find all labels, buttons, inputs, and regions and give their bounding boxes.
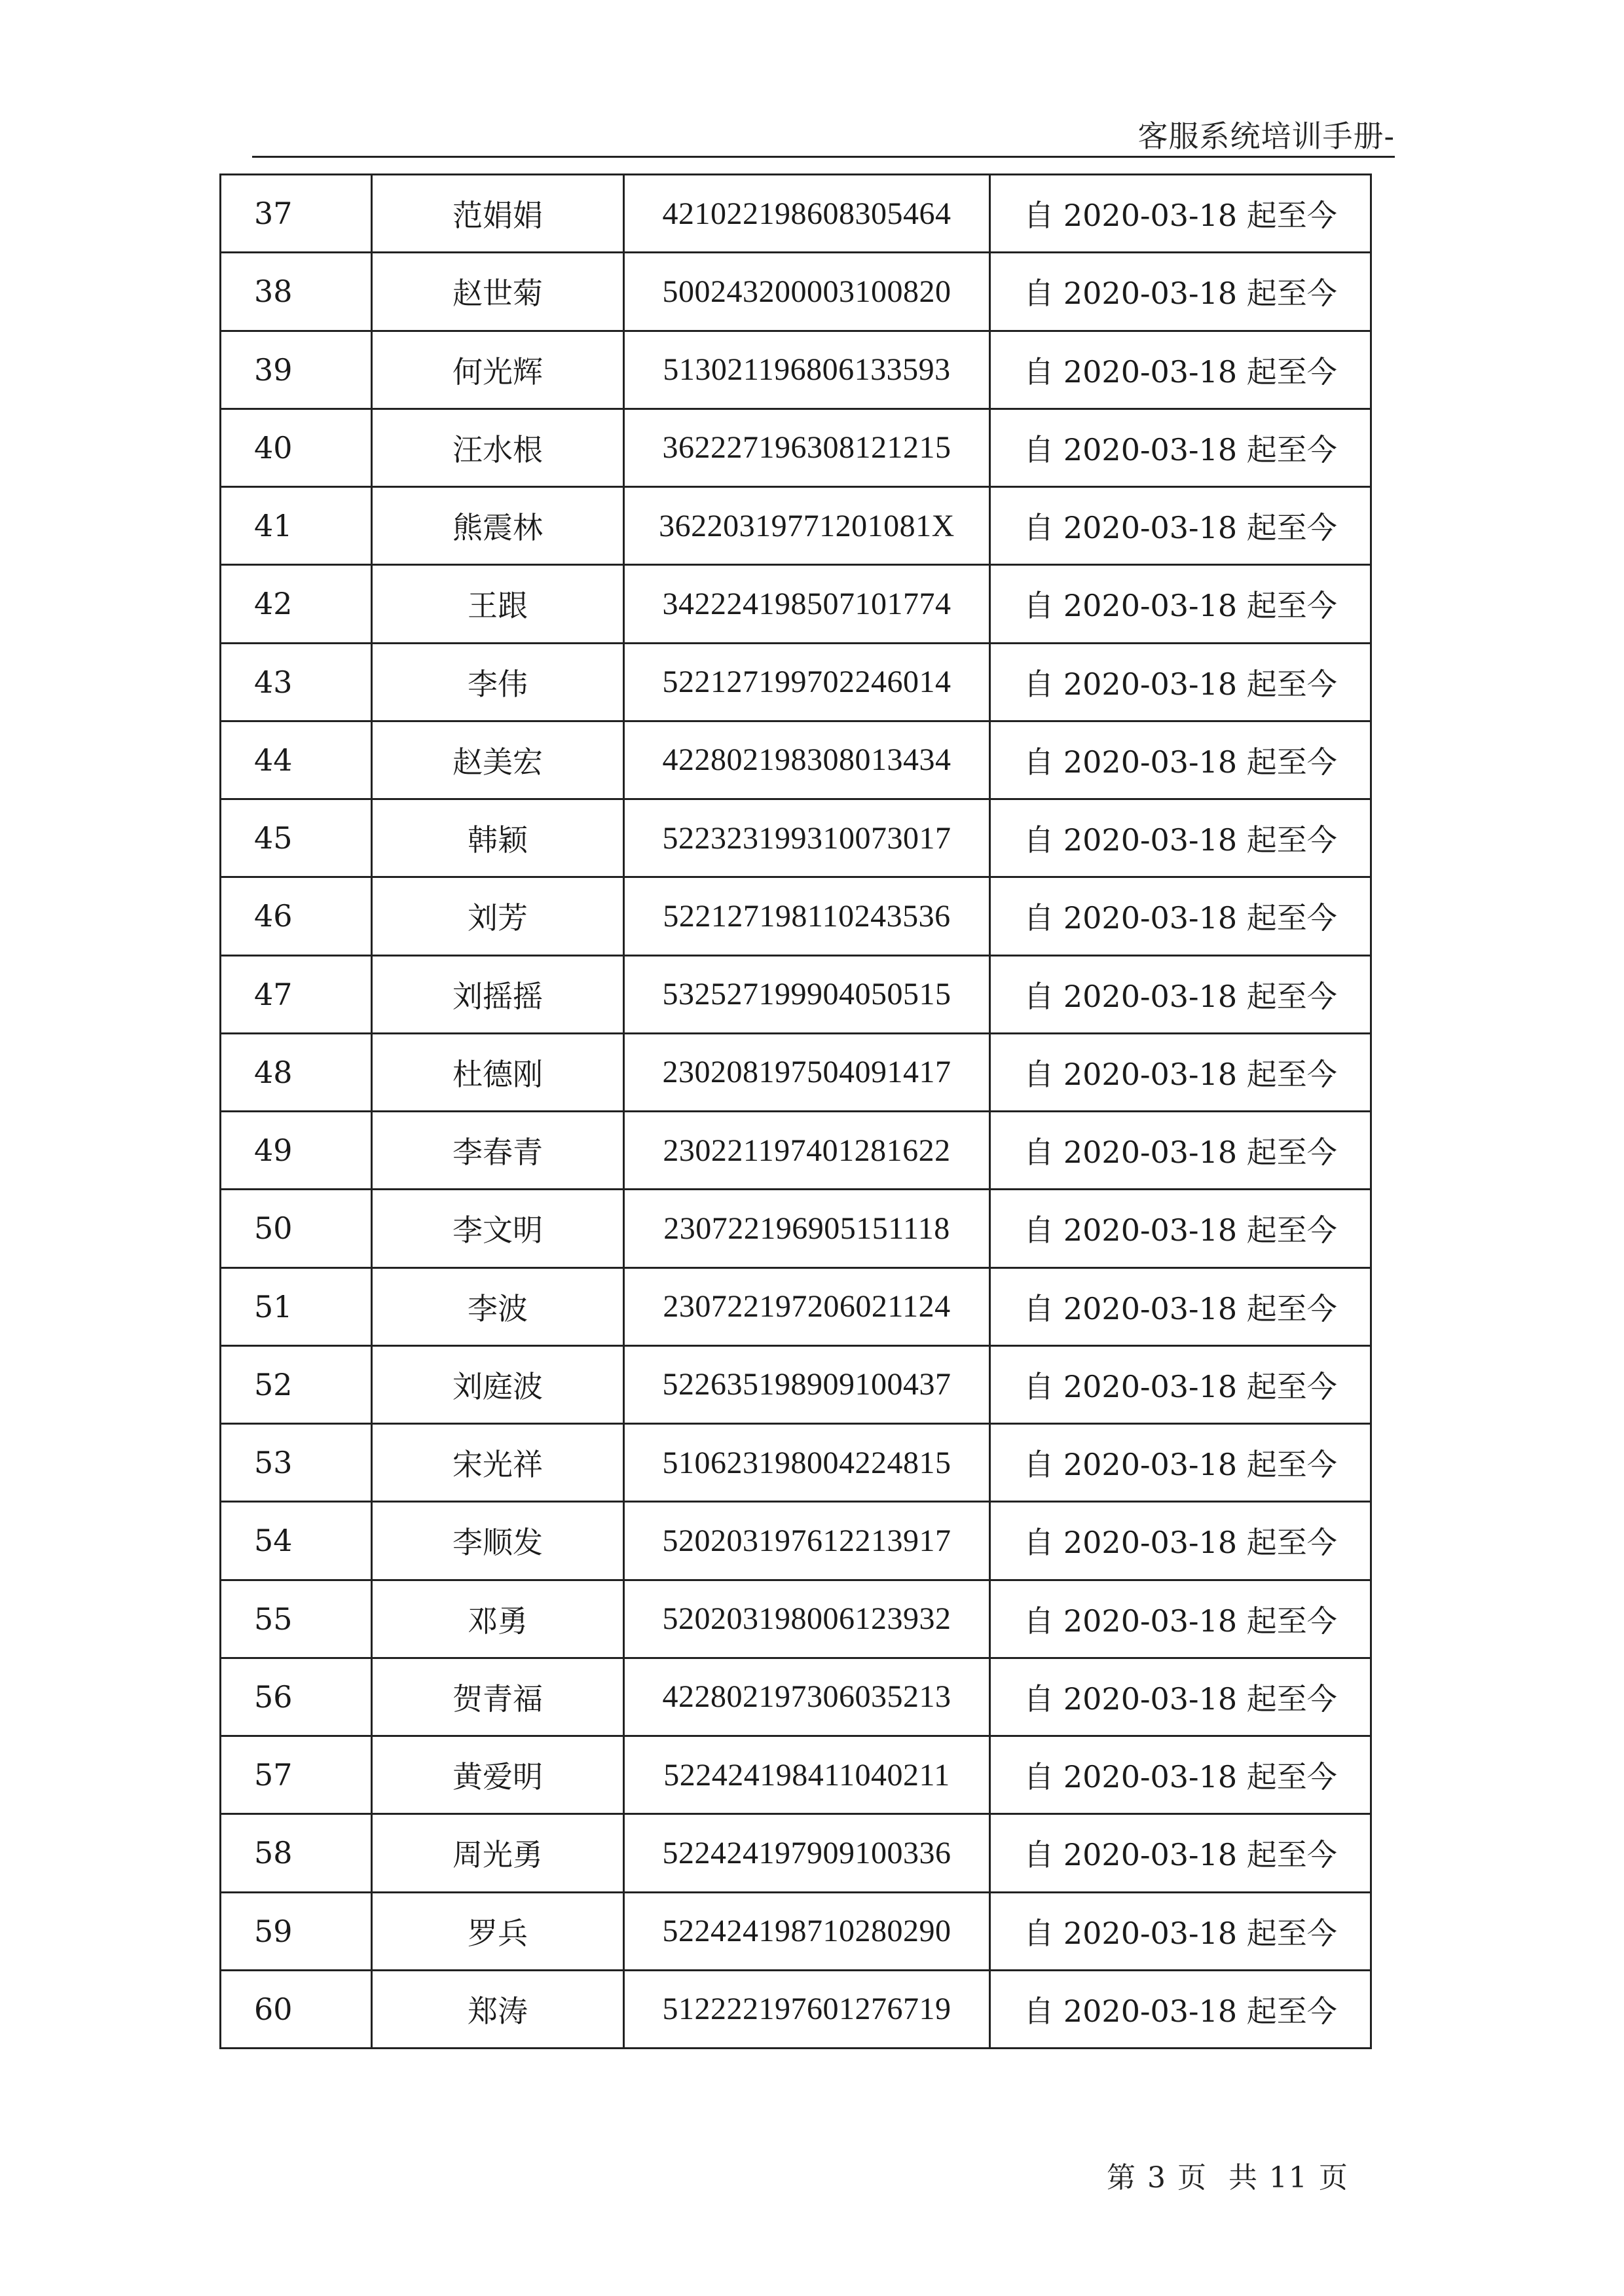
person-name-cell: 李伟 [372, 643, 624, 721]
row-index-cell: 50 [221, 1190, 372, 1267]
row-index-cell: 40 [221, 409, 372, 486]
table-row [221, 1345, 1371, 1423]
person-name-cell: 杜德刚 [372, 1033, 624, 1111]
table-row [221, 1814, 1371, 1892]
employment-period-cell: 自 2020-03-18 起至今 [990, 1580, 1371, 1658]
table-row [221, 409, 1371, 486]
row-index-cell: 37 [221, 175, 372, 253]
employment-period-cell: 自 2020-03-18 起至今 [990, 331, 1371, 409]
row-index-cell: 51 [221, 1267, 372, 1345]
document-header-title: 客服系统培训手册- [1137, 118, 1395, 154]
table-row [221, 175, 1371, 253]
id-number-cell: 532527199904050515 [624, 955, 990, 1033]
employment-period-cell: 自 2020-03-18 起至今 [990, 877, 1371, 955]
table-row [221, 721, 1371, 799]
row-index-cell: 59 [221, 1892, 372, 1970]
id-number-cell: 522635198909100437 [624, 1345, 990, 1423]
id-number-cell: 422802197306035213 [624, 1658, 990, 1736]
table-row [221, 955, 1371, 1033]
table-row [221, 1658, 1371, 1736]
row-index-cell: 39 [221, 331, 372, 409]
employment-period-cell: 自 2020-03-18 起至今 [990, 409, 1371, 486]
person-name-cell: 李顺发 [372, 1502, 624, 1580]
id-number-cell: 512222197601276719 [624, 1970, 990, 2048]
employment-period-cell: 自 2020-03-18 起至今 [990, 487, 1371, 565]
row-index-cell: 55 [221, 1580, 372, 1658]
person-name-cell: 李春青 [372, 1112, 624, 1190]
id-number-cell: 510623198004224815 [624, 1424, 990, 1502]
row-index-cell: 44 [221, 721, 372, 799]
person-name-cell: 范娟娟 [372, 175, 624, 253]
employment-period-cell: 自 2020-03-18 起至今 [990, 175, 1371, 253]
id-number-cell: 421022198608305464 [624, 175, 990, 253]
table-row [221, 643, 1371, 721]
id-number-cell: 230722197206021124 [624, 1267, 990, 1345]
employment-period-cell: 自 2020-03-18 起至今 [990, 1424, 1371, 1502]
row-index-cell: 42 [221, 565, 372, 643]
table-row [221, 1112, 1371, 1190]
table-row [221, 1736, 1371, 1814]
id-number-cell: 230221197401281622 [624, 1112, 990, 1190]
employment-period-cell: 自 2020-03-18 起至今 [990, 1267, 1371, 1345]
personnel-table-container [219, 173, 1372, 2049]
employment-period-cell: 自 2020-03-18 起至今 [990, 955, 1371, 1033]
person-name-cell: 宋光祥 [372, 1424, 624, 1502]
row-index-cell: 41 [221, 487, 372, 565]
id-number-cell: 522424198411040211 [624, 1736, 990, 1814]
person-name-cell: 黄爱明 [372, 1736, 624, 1814]
table-row [221, 565, 1371, 643]
employment-period-cell: 自 2020-03-18 起至今 [990, 253, 1371, 331]
row-index-cell: 46 [221, 877, 372, 955]
person-name-cell: 刘庭波 [372, 1345, 624, 1423]
person-name-cell: 熊震林 [372, 487, 624, 565]
id-number-cell: 342224198507101774 [624, 565, 990, 643]
row-index-cell: 57 [221, 1736, 372, 1814]
table-row [221, 1267, 1371, 1345]
id-number-cell: 520203198006123932 [624, 1580, 990, 1658]
person-name-cell: 邓勇 [372, 1580, 624, 1658]
employment-period-cell: 自 2020-03-18 起至今 [990, 643, 1371, 721]
employment-period-cell: 自 2020-03-18 起至今 [990, 799, 1371, 877]
id-number-cell: 362227196308121215 [624, 409, 990, 486]
table-row [221, 1580, 1371, 1658]
id-number-cell: 522424198710280290 [624, 1892, 990, 1970]
employment-period-cell: 自 2020-03-18 起至今 [990, 1190, 1371, 1267]
id-number-cell: 522127198110243536 [624, 877, 990, 955]
row-index-cell: 56 [221, 1658, 372, 1736]
row-index-cell: 52 [221, 1345, 372, 1423]
person-name-cell: 刘芳 [372, 877, 624, 955]
employment-period-cell: 自 2020-03-18 起至今 [990, 1112, 1371, 1190]
person-name-cell: 赵美宏 [372, 721, 624, 799]
id-number-cell: 513021196806133593 [624, 331, 990, 409]
id-number-cell: 500243200003100820 [624, 253, 990, 331]
employment-period-cell: 自 2020-03-18 起至今 [990, 1658, 1371, 1736]
employment-period-cell: 自 2020-03-18 起至今 [990, 1736, 1371, 1814]
table-row [221, 487, 1371, 565]
table-row [221, 1190, 1371, 1267]
id-number-cell: 522127199702246014 [624, 643, 990, 721]
personnel-table-body [221, 175, 1371, 2049]
row-index-cell: 48 [221, 1033, 372, 1111]
person-name-cell: 罗兵 [372, 1892, 624, 1970]
employment-period-cell: 自 2020-03-18 起至今 [990, 1892, 1371, 1970]
employment-period-cell: 自 2020-03-18 起至今 [990, 721, 1371, 799]
person-name-cell: 李文明 [372, 1190, 624, 1267]
person-name-cell: 李波 [372, 1267, 624, 1345]
employment-period-cell: 自 2020-03-18 起至今 [990, 1345, 1371, 1423]
row-index-cell: 45 [221, 799, 372, 877]
table-row [221, 1424, 1371, 1502]
personnel-table [219, 173, 1372, 2049]
row-index-cell: 38 [221, 253, 372, 331]
employment-period-cell: 自 2020-03-18 起至今 [990, 1502, 1371, 1580]
id-number-cell: 230722196905151118 [624, 1190, 990, 1267]
row-index-cell: 47 [221, 955, 372, 1033]
person-name-cell: 贺青福 [372, 1658, 624, 1736]
table-row [221, 877, 1371, 955]
table-row [221, 1033, 1371, 1111]
table-row [221, 1892, 1371, 1970]
person-name-cell: 王跟 [372, 565, 624, 643]
person-name-cell: 刘摇摇 [372, 955, 624, 1033]
table-row [221, 799, 1371, 877]
person-name-cell: 周光勇 [372, 1814, 624, 1892]
row-index-cell: 49 [221, 1112, 372, 1190]
row-index-cell: 54 [221, 1502, 372, 1580]
employment-period-cell: 自 2020-03-18 起至今 [990, 1814, 1371, 1892]
employment-period-cell: 自 2020-03-18 起至今 [990, 565, 1371, 643]
table-row [221, 331, 1371, 409]
person-name-cell: 赵世菊 [372, 253, 624, 331]
id-number-cell: 522323199310073017 [624, 799, 990, 877]
person-name-cell: 韩颖 [372, 799, 624, 877]
header-divider [252, 156, 1395, 158]
row-index-cell: 60 [221, 1970, 372, 2048]
row-index-cell: 58 [221, 1814, 372, 1892]
id-number-cell: 520203197612213917 [624, 1502, 990, 1580]
id-number-cell: 422802198308013434 [624, 721, 990, 799]
table-row [221, 253, 1371, 331]
table-row [221, 1502, 1371, 1580]
employment-period-cell: 自 2020-03-18 起至今 [990, 1970, 1371, 2048]
id-number-cell: 36220319771201081X [624, 487, 990, 565]
row-index-cell: 53 [221, 1424, 372, 1502]
id-number-cell: 522424197909100336 [624, 1814, 990, 1892]
row-index-cell: 43 [221, 643, 372, 721]
page-number: 第 3 页 共 11 页 [1107, 2161, 1349, 2195]
person-name-cell: 汪水根 [372, 409, 624, 486]
person-name-cell: 郑涛 [372, 1970, 624, 2048]
table-row [221, 1970, 1371, 2048]
person-name-cell: 何光辉 [372, 331, 624, 409]
employment-period-cell: 自 2020-03-18 起至今 [990, 1033, 1371, 1111]
id-number-cell: 230208197504091417 [624, 1033, 990, 1111]
